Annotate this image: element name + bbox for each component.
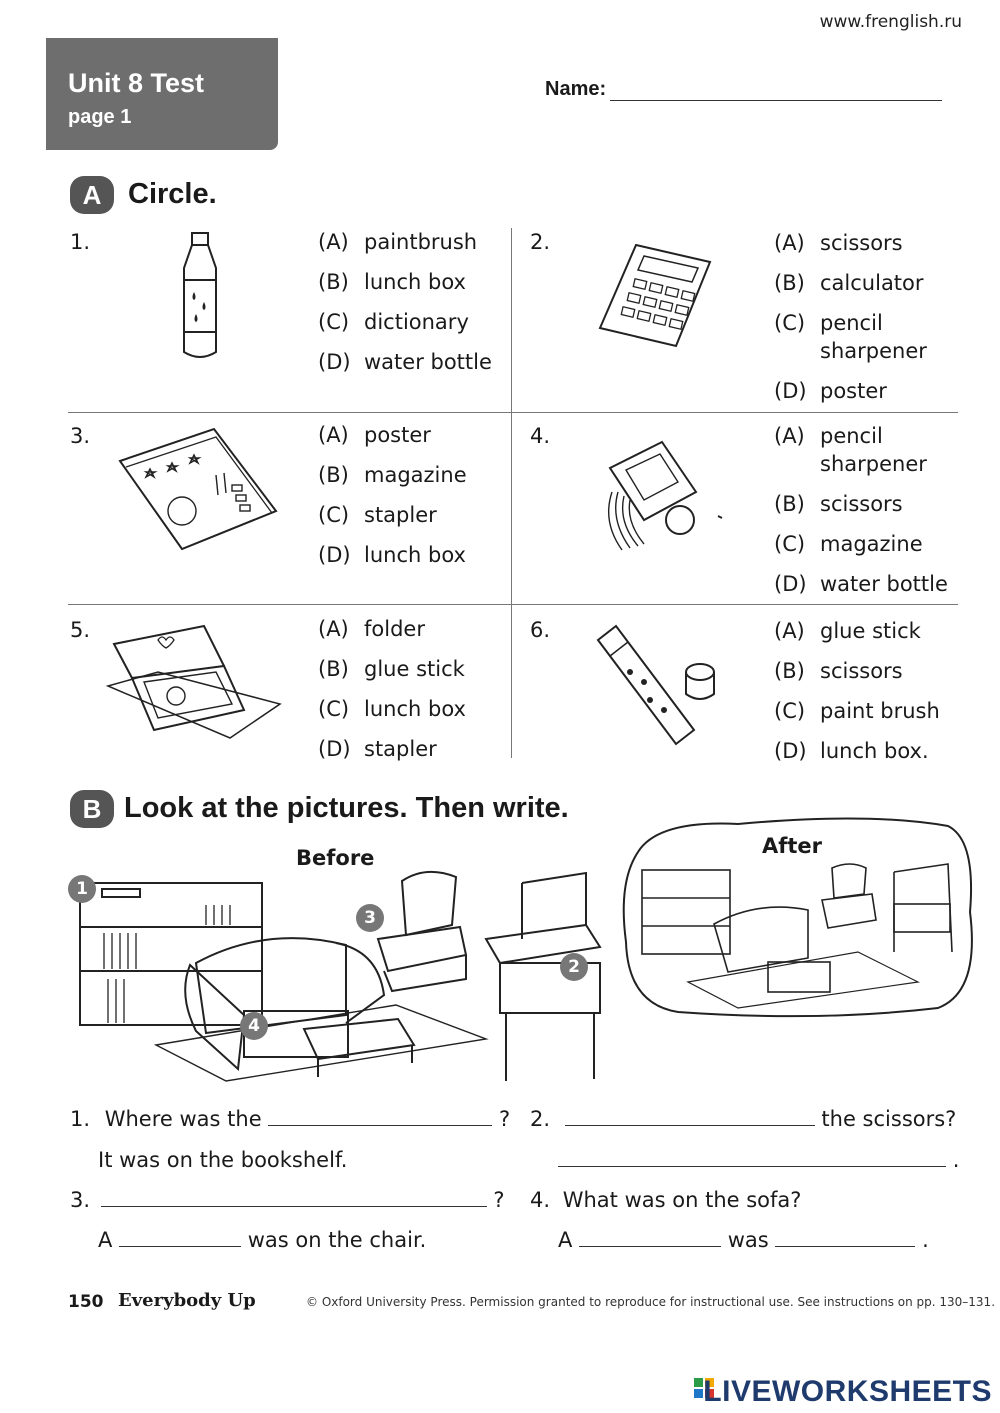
option-d[interactable]: (D) poster	[774, 379, 887, 403]
answer-3: A was on the chair.	[98, 1228, 427, 1252]
option-d[interactable]: (D) lunch box.	[774, 739, 929, 763]
option-c[interactable]: (C) dictionary	[318, 310, 469, 334]
answer-blank[interactable]	[579, 1228, 721, 1247]
answer-2	[558, 1148, 959, 1172]
option-a[interactable]: (A) poster	[318, 423, 431, 447]
water-bottle-picture	[170, 230, 230, 365]
grid-divider	[511, 228, 512, 758]
section-b-title: Look at the pictures. Then write.	[124, 792, 569, 824]
question-number: 4.	[530, 424, 551, 448]
page-number: 150	[68, 1292, 104, 1312]
question-number: 2.	[530, 1107, 551, 1131]
before-room-picture	[66, 855, 626, 1085]
question-3	[70, 1188, 505, 1212]
option-d[interactable]: (D) stapler	[318, 737, 437, 761]
name-field[interactable]	[610, 100, 942, 101]
question-number: 3.	[70, 424, 91, 448]
option-b[interactable]: (B) lunch box	[318, 270, 466, 294]
option-c[interactable]: (C) lunch box	[318, 697, 466, 721]
picture-marker: 4	[240, 1012, 268, 1040]
option-d[interactable]: (D) water bottle	[318, 350, 492, 374]
answer-blank[interactable]	[565, 1107, 815, 1126]
option-a[interactable]: (A) folder	[318, 617, 425, 641]
option-c[interactable]: (C) stapler	[318, 503, 437, 527]
book-title: Everybody Up	[118, 1290, 256, 1311]
question-number: 5.	[70, 618, 91, 642]
answer-1: It was on the bookshelf.	[98, 1148, 348, 1172]
option-a[interactable]: (A) scissors	[774, 231, 903, 255]
section-b-badge: B	[70, 790, 114, 828]
answer-blank[interactable]	[119, 1228, 241, 1247]
question-number: 1.	[70, 1107, 91, 1131]
option-c[interactable]: (C) pencil sharpener	[774, 311, 927, 363]
site-url: www.frenglish.ru	[819, 12, 962, 32]
after-label: After	[762, 834, 823, 858]
copyright-notice: © Oxford University Press. Permission granted to reproduce for instructional use. See instructions on pp. 130–131.	[306, 1295, 996, 1309]
grid-divider	[68, 412, 958, 413]
question-number: 1.	[70, 230, 91, 254]
option-b[interactable]: (B) scissors	[774, 492, 903, 516]
magazine-picture	[112, 425, 282, 555]
lunch-box-picture	[104, 618, 284, 742]
question-end: ?	[499, 1107, 511, 1131]
section-a-title: Circle.	[128, 178, 217, 210]
option-a[interactable]: (A) glue stick	[774, 619, 921, 643]
option-a[interactable]: (A) pencil sharpener	[774, 424, 927, 476]
question-text: the scissors?	[821, 1107, 957, 1131]
picture-marker: 3	[356, 904, 384, 932]
option-b[interactable]: (B) magazine	[318, 463, 467, 487]
answer-blank[interactable]	[101, 1188, 487, 1207]
calculator-picture	[596, 240, 714, 350]
question-text: Where was the	[104, 1107, 262, 1131]
question-2	[530, 1107, 956, 1131]
after-room-picture	[618, 812, 980, 1020]
test-header	[46, 38, 278, 150]
options-list	[318, 615, 466, 763]
question-4	[530, 1188, 801, 1212]
question-number: 3.	[70, 1188, 91, 1212]
liveworksheets-brand: LIVEWORKSHEETS	[703, 1375, 992, 1408]
option-d[interactable]: (D) water bottle	[774, 572, 948, 596]
options-list	[318, 421, 467, 569]
answer-4: A was .	[558, 1228, 929, 1252]
answer-end: .	[952, 1148, 960, 1172]
options-list	[774, 229, 927, 405]
test-title: Unit 8 Test	[68, 68, 205, 98]
section-a-badge: A	[70, 176, 114, 214]
grid-divider	[68, 604, 958, 605]
option-b[interactable]: (B) calculator	[774, 271, 924, 295]
picture-marker: 1	[68, 875, 96, 903]
answer-blank[interactable]	[558, 1148, 946, 1167]
answer-blank[interactable]	[268, 1107, 492, 1126]
option-a[interactable]: (A) paintbrush	[318, 230, 478, 254]
question-number: 2.	[530, 230, 551, 254]
pencil-sharpener-picture	[598, 432, 728, 562]
options-list	[318, 228, 492, 376]
option-d[interactable]: (D) lunch box	[318, 543, 466, 567]
question-text: What was on the sofa?	[562, 1188, 802, 1212]
glue-stick-picture	[590, 618, 720, 748]
options-list	[774, 422, 948, 598]
option-c[interactable]: (C) magazine	[774, 532, 923, 556]
option-b[interactable]: (B) glue stick	[318, 657, 465, 681]
option-c[interactable]: (C) paint brush	[774, 699, 940, 723]
answer-blank[interactable]	[775, 1228, 915, 1247]
name-label: Name:	[545, 78, 607, 100]
test-page-label: page 1	[68, 106, 132, 128]
question-number: 4.	[530, 1188, 551, 1212]
question-number: 6.	[530, 618, 551, 642]
before-label: Before	[296, 846, 375, 870]
options-list	[774, 617, 940, 765]
option-b[interactable]: (B) scissors	[774, 659, 903, 683]
question-1	[70, 1107, 510, 1131]
question-end: ?	[493, 1188, 505, 1212]
picture-marker: 2	[560, 953, 588, 981]
